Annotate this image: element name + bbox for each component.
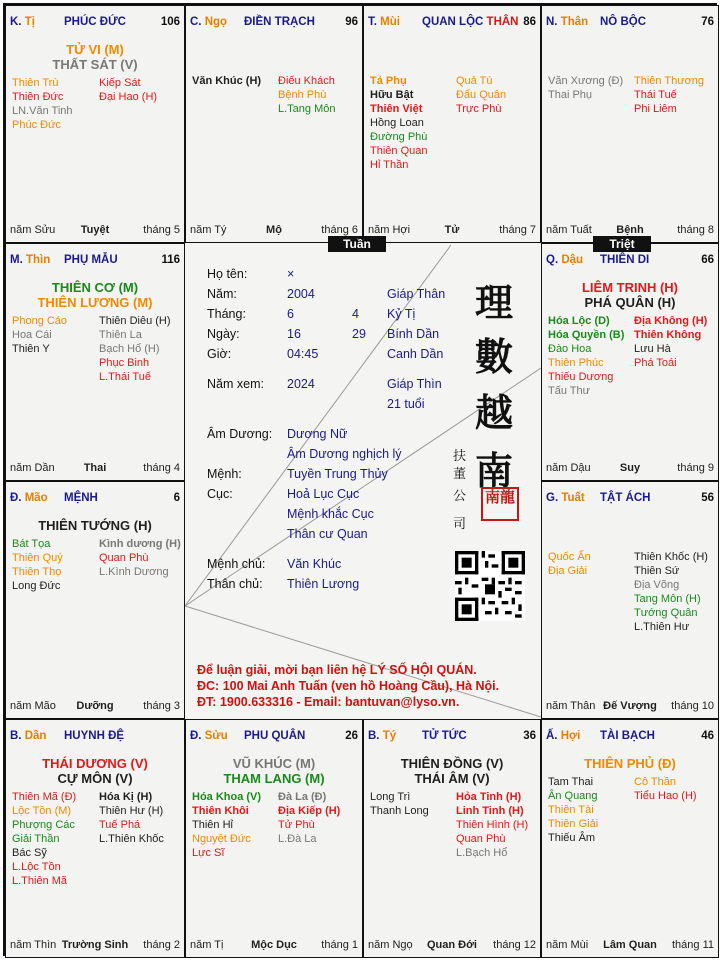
palace-year: năm Tý xyxy=(190,224,227,236)
major-star: PHÁ QUÂN (H) xyxy=(584,295,676,310)
minor-star: Hồng Loan xyxy=(370,117,424,129)
minor-star: Thiên Tài xyxy=(548,804,594,816)
palace-branch: Mùi xyxy=(380,16,400,28)
minor-star: Hữu Bật xyxy=(370,89,414,101)
side-calli-3: 公 xyxy=(453,489,467,504)
minor-star: Văn Khúc (H) xyxy=(192,75,262,87)
palace-mao xyxy=(5,481,185,719)
menhchu-label: Mệnh chủ: xyxy=(207,557,266,571)
palace-prefix: G. xyxy=(546,492,559,504)
palace-footer xyxy=(546,939,714,953)
minor-star: Thiên Mã (Đ) xyxy=(12,791,77,803)
minor-star: Quan Phù xyxy=(99,552,149,564)
palace-ti xyxy=(5,5,185,243)
tuan-tag: Tuần xyxy=(328,236,386,252)
palace-name xyxy=(244,730,305,742)
palace-prefix: T. xyxy=(368,16,377,28)
minor-star: Tiểu Hao (H) xyxy=(634,790,697,802)
palace-phase: Đế Vượng xyxy=(603,700,657,712)
palace-branch: Thân xyxy=(560,16,589,28)
palace-name xyxy=(422,16,519,28)
palace-year: năm Thân xyxy=(546,700,596,712)
minor-star: Thiên Khôi xyxy=(192,805,249,817)
minor-star: Phúc Đức xyxy=(12,119,61,131)
palace-position xyxy=(546,254,583,266)
minor-star: L.Lộc Tồn xyxy=(12,861,61,873)
side-calli-2: 董 xyxy=(453,467,467,482)
palace-position xyxy=(546,16,588,28)
calligraphy-1: 理 xyxy=(475,280,514,325)
minor-star: Thiên Sứ xyxy=(634,565,680,577)
palace-prefix: M. xyxy=(10,254,23,266)
palace-month: tháng 4 xyxy=(143,462,180,474)
day-solar: 16 xyxy=(287,327,301,341)
minor-star: Tam Thai xyxy=(548,776,594,788)
minor-star: Hỏa Tinh (H) xyxy=(456,791,522,803)
palace-than xyxy=(541,5,719,243)
palace-name-text: HUYNH ĐỆ xyxy=(64,730,125,742)
minor-star: L.Thiên Mã xyxy=(12,875,68,887)
hour-label: Giờ: xyxy=(207,347,232,361)
palace-tuat xyxy=(541,481,719,719)
year-can: Giáp Thân xyxy=(387,287,446,301)
palace-prefix: N. xyxy=(546,16,558,28)
palace-year: năm Tuất xyxy=(546,224,592,236)
minor-star: Thiên Hỉ xyxy=(192,819,233,831)
minor-star: Phi Liêm xyxy=(634,103,677,115)
minor-star: Thiên Không xyxy=(634,329,702,341)
palace-footer xyxy=(368,939,536,953)
minor-star: Trực Phù xyxy=(456,103,502,115)
side-calli-1: 扶 xyxy=(453,449,467,464)
minor-star: L.Bạch Hổ xyxy=(456,847,508,859)
minor-star: Thiên Quan xyxy=(370,145,428,157)
palace-position xyxy=(10,492,48,504)
minor-star: Đà La (Đ) xyxy=(278,791,327,803)
cuc-value3: Thân cư Quan xyxy=(287,527,368,541)
palace-branch: Mão xyxy=(24,492,48,504)
palace-prefix: Q. xyxy=(546,254,559,266)
palace-name-text: ĐIỀN TRẠCH xyxy=(244,16,315,28)
minor-star: Thiên Hình (H) xyxy=(456,819,529,831)
palace-dan xyxy=(5,719,185,958)
palace-header xyxy=(10,254,180,270)
palace-month: tháng 6 xyxy=(321,224,358,236)
month-lunar: 4 xyxy=(352,307,359,321)
palace-year: năm Dậu xyxy=(546,462,591,474)
minor-star: Thiếu Âm xyxy=(548,832,596,844)
palace-position xyxy=(10,16,35,28)
palace-month: tháng 11 xyxy=(671,939,714,951)
palace-phase: Dưỡng xyxy=(76,700,114,712)
minor-star: Thiên Khốc (H) xyxy=(634,551,708,563)
palace-prefix: K. xyxy=(10,16,22,28)
minor-star: Tuế Phá xyxy=(99,819,141,831)
minor-star: LN.Văn Tinh xyxy=(12,105,73,117)
palace-year: năm Dần xyxy=(10,462,55,474)
minor-star: Lực Sĩ xyxy=(192,847,225,859)
palace-month: tháng 12 xyxy=(493,939,536,951)
center-info-panel xyxy=(185,245,541,721)
minor-star: Thiên Hư (H) xyxy=(99,805,164,817)
palace-month: tháng 9 xyxy=(677,462,714,474)
minor-star: Đường Phù xyxy=(370,131,428,143)
palace-header xyxy=(546,730,714,746)
triet-tag: Triệt xyxy=(593,236,651,252)
palace-year: năm Sửu xyxy=(10,224,56,236)
palace-footer xyxy=(190,939,358,953)
minor-star: Bác Sỹ xyxy=(12,847,47,859)
amduong-value2: Âm Dương nghịch lý xyxy=(287,447,402,461)
palace-header xyxy=(10,492,180,508)
palace-footer xyxy=(10,939,180,953)
minor-star: Địa Võng xyxy=(634,579,680,591)
minor-star: Thiếu Dương xyxy=(548,371,614,383)
minor-star: Kình dương (H) xyxy=(99,538,181,550)
minor-star: Phá Toái xyxy=(634,357,677,369)
palace-name xyxy=(600,16,646,28)
minor-star: Quan Phù xyxy=(456,833,506,845)
minor-star: L.Đà La xyxy=(278,833,317,845)
palace-phase: Suy xyxy=(619,462,641,474)
palace-branch: Tuất xyxy=(561,492,585,504)
palace-age: 26 xyxy=(345,730,358,742)
palace-position xyxy=(546,492,585,504)
palace-age: 6 xyxy=(173,492,180,504)
qr-code-icon xyxy=(455,551,525,621)
palace-branch: Thìn xyxy=(25,254,51,266)
contact-line-3: ĐT: 1900.633316 - Email: bantuvan@lyso.vn. xyxy=(197,695,460,709)
palace-footer xyxy=(10,462,180,476)
minor-star: Hóa Quyền (B) xyxy=(548,329,625,341)
minor-star: L.Thiên Khốc xyxy=(99,833,164,845)
contact-line-2: ĐC: 100 Mai Anh Tuấn (ven hồ Hoàng Cầu), Hà Nội. xyxy=(197,679,500,693)
minor-star: Phục Binh xyxy=(99,357,150,369)
minor-star: Kiếp Sát xyxy=(99,77,141,89)
palace-name xyxy=(600,254,649,266)
palace-month: tháng 3 xyxy=(143,700,180,712)
palace-phase: Bệnh xyxy=(616,224,644,236)
palace-year: năm Ngọ xyxy=(368,939,413,951)
menh-label: Mệnh: xyxy=(207,467,242,481)
palace-month: tháng 7 xyxy=(499,224,536,236)
minor-star: Quốc Ấn xyxy=(548,551,591,563)
palace-position xyxy=(368,16,400,28)
minor-star: Thiên Việt xyxy=(370,103,423,115)
palace-month: tháng 8 xyxy=(677,224,714,236)
day-label: Ngày: xyxy=(207,327,240,341)
minor-star: Đào Hoa xyxy=(548,343,592,355)
month-can: Kỷ Tị xyxy=(387,307,416,321)
palace-position xyxy=(10,730,46,742)
view-year-label: Năm xem: xyxy=(207,377,264,391)
palace-ty xyxy=(363,719,541,958)
palace-header xyxy=(368,730,536,746)
minor-star: Bạch Hổ (H) xyxy=(99,343,160,355)
major-star: THẤT SÁT (V) xyxy=(52,57,138,72)
palace-name xyxy=(422,730,467,742)
palace-year: năm Hợi xyxy=(368,224,411,236)
minor-star: Thiên Trù xyxy=(12,77,59,89)
palace-phase: Tuyệt xyxy=(80,224,110,236)
palace-name-text: PHỤ MẪU xyxy=(64,254,118,266)
minor-star: Long Trì xyxy=(370,791,411,803)
palace-header xyxy=(546,16,714,32)
palace-name-text: TẬT ÁCH xyxy=(600,492,651,504)
cuc-value2: Mệnh khắc Cục xyxy=(287,507,374,521)
major-star: TỬ VI (M) xyxy=(66,42,124,57)
palace-suu xyxy=(185,719,363,958)
palace-name xyxy=(64,16,126,28)
palace-footer xyxy=(10,224,180,238)
menh-value: Tuyền Trung Thủy xyxy=(287,467,388,481)
palace-name xyxy=(64,254,118,266)
minor-star: Long Đức xyxy=(12,580,61,592)
palace-branch: Tị xyxy=(24,16,35,28)
palace-branch: Tý xyxy=(382,730,397,742)
cuc-value: Hoả Lục Cục xyxy=(287,487,360,501)
palace-year: năm Tị xyxy=(190,939,224,951)
palace-month: tháng 2 xyxy=(143,939,180,951)
palace-header xyxy=(190,730,358,746)
major-star: THIÊN LƯƠNG (M) xyxy=(37,295,153,310)
minor-star: Linh Tinh (H) xyxy=(456,805,524,817)
palace-phase: Thai xyxy=(83,462,107,474)
name-label: Họ tên: xyxy=(207,267,248,281)
minor-star: Đại Hao (H) xyxy=(99,91,158,103)
day-can: Bính Dần xyxy=(387,327,440,341)
palace-thin xyxy=(5,243,185,481)
minor-star: Tử Phù xyxy=(278,819,315,831)
major-star: VŨ KHÚC (M) xyxy=(232,756,316,771)
minor-star: Thiên Phúc xyxy=(548,357,604,369)
palace-branch: Hợi xyxy=(560,730,581,742)
palace-name-text: PHÚC ĐỨC xyxy=(64,16,126,28)
amduong-label: Âm Dương: xyxy=(207,427,273,441)
palace-header xyxy=(368,16,536,32)
palace-position xyxy=(190,16,227,28)
calligraphy-2: 數 xyxy=(475,334,514,379)
minor-star: L.Thiên Hư xyxy=(634,621,690,633)
minor-star: Thiên Quý xyxy=(12,552,63,564)
name-value: × xyxy=(287,267,295,281)
minor-star: Tả Phụ xyxy=(370,75,407,87)
palace-phase: Mộ xyxy=(266,224,282,236)
minor-star: Tướng Quân xyxy=(634,607,698,619)
major-star: CỰ MÔN (V) xyxy=(57,771,133,786)
palace-hoi xyxy=(541,719,719,958)
palace-prefix: C. xyxy=(190,16,202,28)
palace-header xyxy=(546,492,714,508)
minor-star: Điếu Khách xyxy=(278,75,335,87)
minor-star: Ân Quang xyxy=(548,790,598,802)
major-star: THÁI DƯƠNG (V) xyxy=(42,756,148,771)
year-label: Năm: xyxy=(207,287,237,301)
palace-age: 36 xyxy=(523,730,536,742)
calligraphy-3: 越 xyxy=(475,390,514,435)
horoscope-chart xyxy=(3,3,717,956)
palace-year: năm Mão xyxy=(10,700,56,712)
palace-age: 56 xyxy=(701,492,714,504)
minor-star: Thai Phụ xyxy=(548,89,593,101)
palace-position xyxy=(368,730,396,742)
menhchu-value: Văn Khúc xyxy=(287,557,342,571)
palace-phase: Trường Sinh xyxy=(61,939,129,951)
minor-star: Hóa Kị (H) xyxy=(99,791,153,803)
palace-position xyxy=(10,254,50,266)
minor-star: Tang Môn (H) xyxy=(634,593,701,605)
minor-star: L.Kình Dương xyxy=(99,566,169,578)
palace-branch: Dần xyxy=(24,730,47,742)
palace-header xyxy=(10,16,180,32)
palace-name xyxy=(64,492,98,504)
palace-name-extra: THÂN xyxy=(486,16,519,28)
hour-value: 04:45 xyxy=(287,347,319,361)
minor-star: Giải Thần xyxy=(12,833,60,845)
minor-star: L.Tang Môn xyxy=(278,103,336,115)
palace-year: năm Thìn xyxy=(10,939,57,951)
palace-footer xyxy=(368,224,536,238)
palace-prefix: B. xyxy=(368,730,380,742)
palace-dau xyxy=(541,243,719,481)
minor-star: Đẩu Quân xyxy=(456,89,507,101)
palace-phase: Tử xyxy=(444,224,460,236)
minor-star: Thiên Y xyxy=(12,343,50,355)
side-calli-4: 司 xyxy=(453,517,467,532)
minor-star: Lộc Tồn (M) xyxy=(12,805,72,817)
minor-star: Địa Không (H) xyxy=(634,315,708,327)
palace-branch: Sửu xyxy=(204,730,228,742)
palace-name-text: TỬ TỨC xyxy=(422,730,467,742)
minor-star: Nguyệt Đức xyxy=(192,833,251,845)
palace-position xyxy=(546,730,580,742)
palace-prefix: B. xyxy=(10,730,22,742)
contact-line-1: Để luận giải, mời bạn liên hệ LÝ SỐ HỘI QUÁN. xyxy=(197,663,477,677)
palace-age: 86 xyxy=(523,16,536,28)
minor-star: L.Thái Tuế xyxy=(99,371,151,383)
palace-name xyxy=(600,492,650,504)
palace-age: 106 xyxy=(160,16,180,28)
palace-header xyxy=(10,730,180,746)
palace-footer xyxy=(10,700,180,714)
palace-prefix: Đ. xyxy=(10,492,22,504)
palace-age: 96 xyxy=(345,16,358,28)
month-solar: 6 xyxy=(287,307,294,321)
view-age: 21 tuổi xyxy=(387,397,425,411)
palace-prefix: Ấ. xyxy=(546,730,558,742)
palace-name-text: NÔ BỘC xyxy=(600,16,646,28)
view-year-can: Giáp Thìn xyxy=(387,377,442,391)
minor-star: Thiên Thương xyxy=(634,75,705,87)
minor-star: Thanh Long xyxy=(370,805,429,817)
minor-star: Hóa Lộc (D) xyxy=(548,315,610,327)
minor-star: Lưu Hà xyxy=(634,343,671,355)
minor-star: Thiên Giải xyxy=(548,818,599,830)
amduong-value: Dương Nữ xyxy=(287,427,348,441)
palace-name xyxy=(244,16,315,28)
red-seal: 南龍 xyxy=(481,487,519,521)
minor-star: Quả Tú xyxy=(456,75,493,87)
palace-branch: Ngọ xyxy=(204,16,228,28)
minor-star: Địa Kiếp (H) xyxy=(278,805,341,817)
palace-month: tháng 5 xyxy=(143,224,180,236)
palace-footer xyxy=(546,462,714,476)
thanchu-value: Thiên Lương xyxy=(287,577,360,591)
minor-star: Thiên La xyxy=(99,329,142,341)
major-star: THIÊN PHỦ (Đ) xyxy=(584,756,676,771)
palace-month: tháng 1 xyxy=(321,939,358,951)
palace-age: 46 xyxy=(701,730,714,742)
minor-star: Bệnh Phù xyxy=(278,89,327,101)
minor-star: Hóa Khoa (V) xyxy=(192,791,262,803)
palace-month: tháng 10 xyxy=(671,700,714,712)
palace-name-text: MỆNH xyxy=(64,492,98,504)
palace-mui xyxy=(363,5,541,243)
minor-star: Địa Giải xyxy=(548,565,588,577)
palace-age: 76 xyxy=(701,16,714,28)
minor-star: Thái Tuế xyxy=(634,89,677,101)
palace-phase: Quan Đới xyxy=(427,939,477,951)
palace-phase: Lâm Quan xyxy=(603,939,657,951)
minor-star: Văn Xương (Đ) xyxy=(548,75,624,87)
palace-year: năm Mùi xyxy=(546,939,589,951)
palace-name xyxy=(600,730,655,742)
minor-star: Phong Cáo xyxy=(12,315,68,327)
view-year-value: 2024 xyxy=(287,377,315,391)
palace-name-text: QUAN LỘC xyxy=(422,16,484,28)
minor-star: Tấu Thư xyxy=(548,385,591,397)
minor-star: Phượng Các xyxy=(12,819,75,831)
minor-star: Thiên Thọ xyxy=(12,566,62,578)
palace-age: 116 xyxy=(161,254,180,266)
palace-footer xyxy=(546,700,714,714)
palace-branch: Dậu xyxy=(561,254,584,266)
palace-header xyxy=(546,254,714,270)
minor-star: Hoa Cái xyxy=(12,329,52,341)
day-lunar: 29 xyxy=(352,327,366,341)
hour-can: Canh Dần xyxy=(387,347,444,361)
minor-star: Thiên Đức xyxy=(12,91,64,103)
thanchu-label: Thân chủ: xyxy=(207,577,263,591)
palace-prefix: Đ. xyxy=(190,730,202,742)
year-value: 2004 xyxy=(287,287,315,301)
major-star: THAM LANG (M) xyxy=(223,771,325,786)
major-star: THIÊN TƯỚNG (H) xyxy=(38,518,152,533)
major-star: THÁI ÂM (V) xyxy=(414,771,490,786)
major-star: LIÊM TRINH (H) xyxy=(581,280,679,295)
minor-star: Cô Thần xyxy=(634,776,676,788)
palace-phase: Mộc Dục xyxy=(251,939,297,951)
palace-header xyxy=(190,16,358,32)
palace-position xyxy=(190,730,228,742)
minor-star: Bát Tọa xyxy=(12,538,51,550)
palace-age: 66 xyxy=(701,254,714,266)
calligraphy-4: 南 xyxy=(475,448,514,493)
palace-name xyxy=(64,730,124,742)
palace-name-text: THIÊN DI xyxy=(600,254,650,266)
cuc-label: Cục: xyxy=(207,487,233,501)
major-star: THIÊN CƠ (M) xyxy=(51,280,139,295)
palace-ngo xyxy=(185,5,363,243)
minor-star: Thiên Diêu (H) xyxy=(99,315,171,327)
month-label: Tháng: xyxy=(207,307,246,321)
major-star: THIÊN ĐỒNG (V) xyxy=(400,756,504,771)
palace-name-text: TÀI BẠCH xyxy=(600,730,655,742)
minor-star: Hỉ Thần xyxy=(370,159,409,171)
palace-name-text: PHU QUÂN xyxy=(244,730,306,742)
